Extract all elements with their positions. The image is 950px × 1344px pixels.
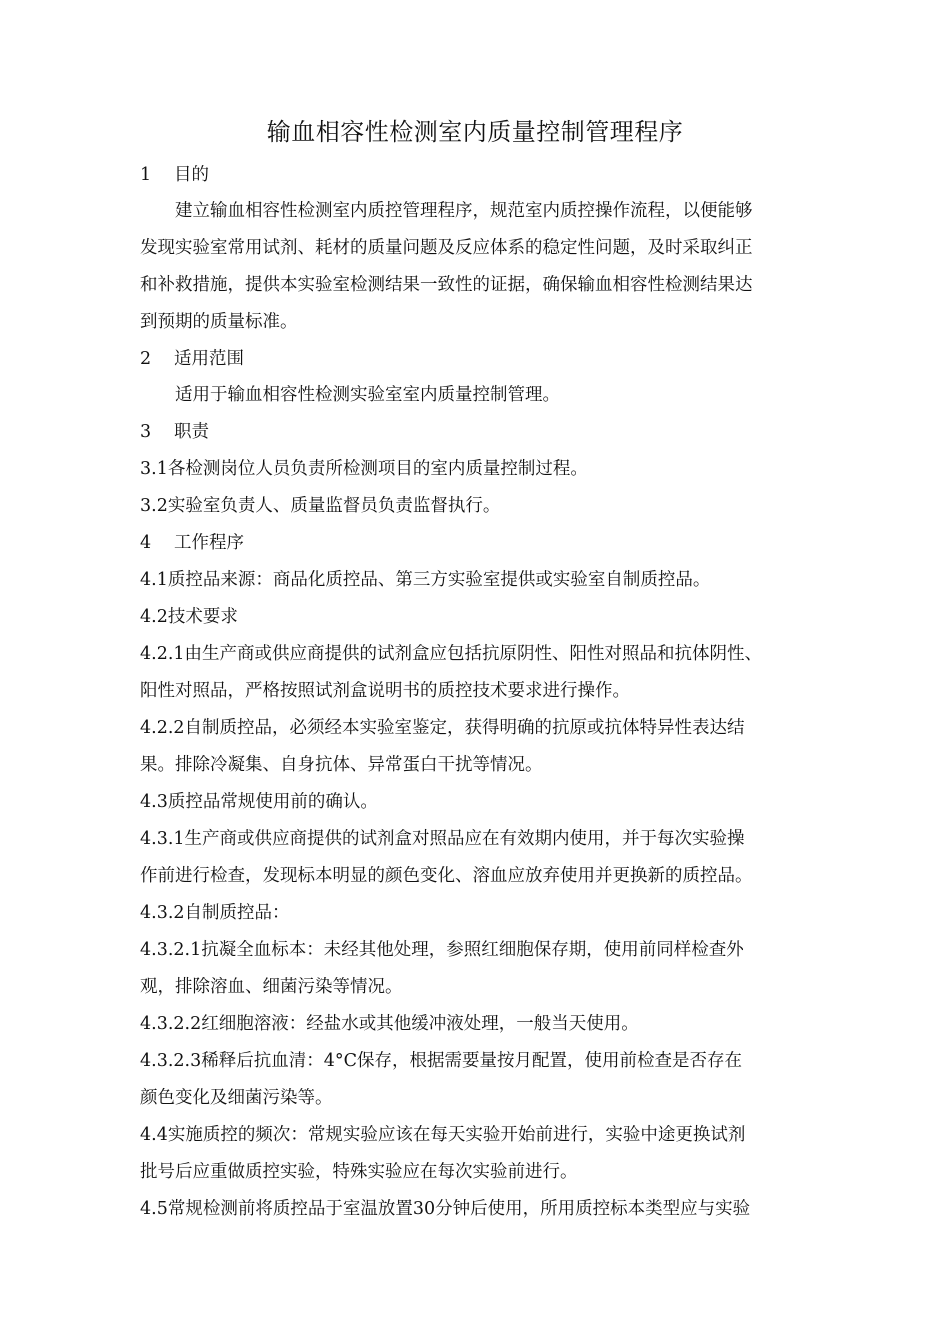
section-number: 3 (140, 422, 152, 442)
document-title: 输血相容性检测室内质量控制管理程序 (266, 118, 684, 146)
paragraph-line: 4.2.1由生产商或供应商提供的试剂盒应包括抗原阴性、阳性对照品和抗体阴性、 (140, 644, 763, 664)
section-heading (140, 162, 830, 188)
paragraph-line: 发现实验室常用试剂、耗材的质量问题及反应体系的稳定性问题，及时采取纠正 (140, 238, 753, 258)
paragraph-line: 3.1各检测岗位人员负责所检测项目的室内质量控制过程。 (140, 459, 588, 479)
paragraph-line: 3.2实验室负责人、质量监督员负责监督执行。 (140, 496, 501, 516)
paragraph-line: 4.3.2.1抗凝全血标本：未经其他处理，参照红细胞保存期，使用前同样检查外 (140, 940, 744, 960)
paragraph-line: 4.2技术要求 (140, 607, 238, 627)
paragraph-line: 批号后应重做质控实验，特殊实验应在每次实验前进行。 (140, 1162, 578, 1182)
paragraph-line: 建立输血相容性检测室内质控管理程序，规范室内质控操作流程，以便能够 (175, 201, 753, 221)
paragraph-line: 4.3质控品常规使用前的确认。 (140, 792, 378, 812)
paragraph-line: 4.3.1生产商或供应商提供的试剂盒对照品应在有效期内使用，并于每次实验操 (140, 829, 745, 849)
paragraph-line: 到预期的质量标准。 (140, 312, 298, 332)
paragraph-line: 4.3.2自制质控品： (140, 903, 290, 923)
paragraph-line: 作前进行检查，发现标本明显的颜色变化、溶血应放弃使用并更换新的质控品。 (140, 866, 753, 886)
section-title: 适用范围 (174, 349, 244, 369)
paragraph-line: 和补救措施，提供本实验室检测结果一致性的证据，确保输血相容性检测结果达 (140, 275, 753, 295)
section-title: 工作程序 (174, 533, 244, 553)
paragraph-line: 4.2.2自制质控品，必须经本实验室鉴定，获得明确的抗原或抗体特异性表达结 (140, 718, 745, 738)
section-title: 职责 (174, 422, 209, 442)
section-heading (140, 346, 830, 372)
paragraph-line: 颜色变化及细菌污染等。 (140, 1088, 333, 1108)
paragraph-line: 观，排除溶血、细菌污染等情况。 (140, 977, 403, 997)
paragraph-line: 适用于输血相容性检测实验室室内质量控制管理。 (175, 385, 560, 405)
section-title: 目的 (174, 165, 209, 185)
paragraph-line: 4.3.2.2红细胞溶液：经盐水或其他缓冲液处理，一般当天使用。 (140, 1014, 639, 1034)
section-number: 2 (140, 349, 152, 369)
paragraph-line: 4.3.2.3稀释后抗血清：4°C保存，根据需要量按月配置，使用前检查是否存在 (140, 1051, 742, 1071)
section-heading (140, 419, 830, 445)
section-number: 1 (140, 165, 152, 185)
section-heading (140, 530, 830, 556)
paragraph-line: 4.5常规检测前将质控品于室温放置30分钟后使用，所用质控标本类型应与实验 (140, 1199, 751, 1219)
paragraph-line: 果。排除冷凝集、自身抗体、异常蛋白干扰等情况。 (140, 755, 543, 775)
paragraph-line: 4.4实施质控的频次：常规实验应该在每天实验开始前进行，实验中途更换试剂 (140, 1125, 746, 1145)
paragraph-line: 4.1质控品来源：商品化质控品、第三方实验室提供或实验室自制质控品。 (140, 570, 711, 590)
section-number: 4 (140, 533, 152, 553)
paragraph-line: 阳性对照品，严格按照试剂盒说明书的质控技术要求进行操作。 (140, 681, 630, 701)
